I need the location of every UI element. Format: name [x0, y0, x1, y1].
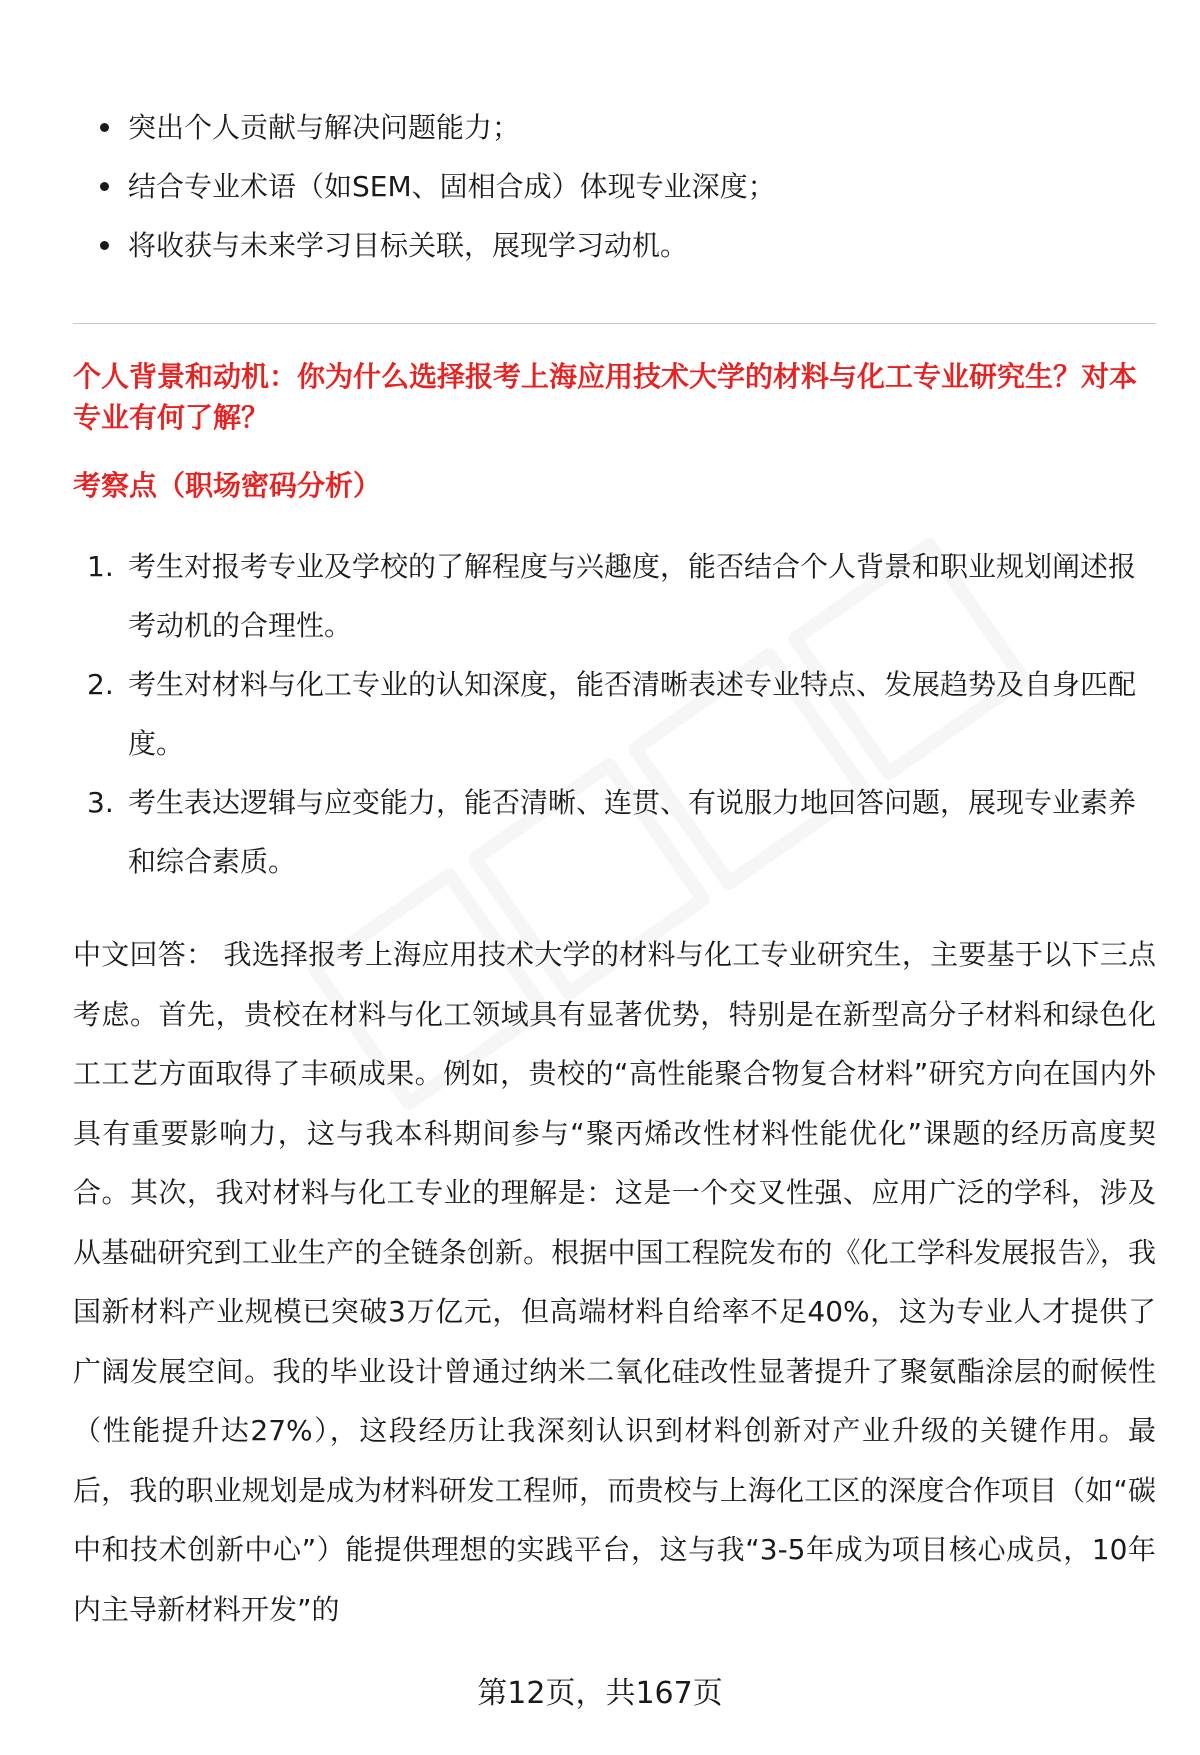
page-number: 第12页，共167页 [477, 1676, 723, 1711]
bullet-dot-icon [100, 123, 109, 132]
answer-paragraph: 中文回答： 我选择报考上海应用技术大学的材料与化工专业研究生，主要基于以下三点考虑。首先，贵校在材料与化工领域具有显著优势，特别是在新型高分子材料和绿色化工工艺方面取得了丰硕成果。例如，贵校的“高性能聚合物复合材料”研究方向在国内外具有重要影响力，这与我本科期间参与“聚丙烯改性材料性能优化”课题的经历高度契合。其次，我对材料与化工专业的理解是：这是一个交叉性强、应用广泛的学科，涉及从基础研究到工业生产的全链条创新。根据中国工程院发布的《化工学科发展报告》，我国新材料产业规模已突破3万亿元，但高端材料自给率不足40%，这为专业人才提供了广阔发展空间。我的毕业设计曾通过纳米二氧化硅改性显著提升了聚氨酯涂层的耐候性（性能提升达27%），这段经历让我深刻认识到材料创新对产业升级的关键作用。最后，我的职业规划是成为材料研发工程师，而贵校与上海化工区的深度合作项目（如“碳中和技术创新中心”）能提供理想的实践平台，这与我“3-5年成为项目核心成员，10年内主导新材料开发”的 [73, 938, 1156, 1626]
numbered-list [73, 537, 1156, 891]
numbered-item: 2. 考生对材料与化工专业的认知深度，能否清晰表述专业特点、发展趋势及自身匹配度。 [87, 668, 1137, 760]
bullet-item: 突出个人贡献与解决问题能力； [73, 98, 776, 157]
bullet-item: 结合专业术语（如SEM、固相合成）体现专业深度； [73, 157, 776, 216]
numbered-item: 1. 考生对报考专业及学校的了解程度与兴趣度，能否结合个人背景和职业规划阐述报考动机的合理性。 [87, 550, 1137, 642]
bullet-list [73, 98, 776, 275]
bullet-dot-icon [100, 241, 109, 250]
bullet-item: 将收获与未来学习目标关联，展现学习动机。 [73, 216, 776, 275]
numbered-item: 3. 考生表达逻辑与应变能力，能否清晰、连贯、有说服力地回答问题，展现专业素养和综合素质。 [87, 786, 1137, 878]
section-divider [73, 323, 1156, 324]
question-title: 个人背景和动机：你为什么选择报考上海应用技术大学的材料与化工专业研究生？对本专业有何了解？ [73, 360, 1138, 434]
bullet-dot-icon [100, 182, 109, 191]
section-subtitle: 考察点（职场密码分析） [73, 469, 382, 502]
